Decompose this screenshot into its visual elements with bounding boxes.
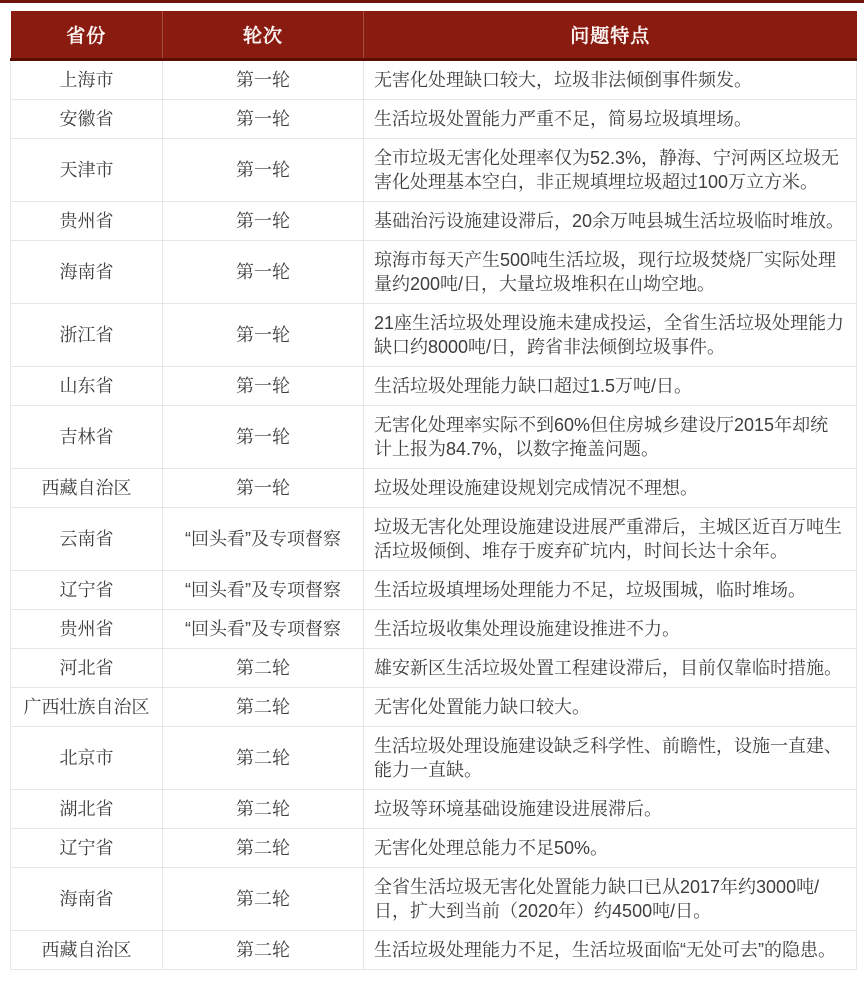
cell-province: 安徽省: [11, 100, 163, 139]
table-row: [11, 469, 857, 508]
cell-province: 广西壮族自治区: [11, 688, 163, 727]
cell-issue: 琼海市每天产生500吨生活垃圾，现行垃圾焚烧厂实际处理量约200吨/日，大量垃圾堆积在山坳空地。: [364, 241, 857, 304]
cell-round: 第一轮: [163, 367, 364, 406]
table-row: [11, 931, 857, 970]
cell-issue: 生活垃圾处置能力严重不足，简易垃圾填埋场。: [364, 100, 857, 139]
cell-issue: 21座生活垃圾处理设施未建成投运，全省生活垃圾处理能力缺口约8000吨/日，跨省非法倾倒垃圾事件。: [364, 304, 857, 367]
cell-round: 第一轮: [163, 241, 364, 304]
cell-province: 西藏自治区: [11, 469, 163, 508]
table-row: [11, 829, 857, 868]
cell-province: 海南省: [11, 868, 163, 931]
cell-issue: 基础治污设施建设滞后，20余万吨县城生活垃圾临时堆放。: [364, 202, 857, 241]
cell-round: 第二轮: [163, 727, 364, 790]
table-row: [11, 688, 857, 727]
table-row: [11, 304, 857, 367]
cell-round: “回头看”及专项督察: [163, 508, 364, 571]
cell-issue: 无害化处置能力缺口较大。: [364, 688, 857, 727]
top-accent-rule: [0, 0, 864, 3]
cell-issue: 无害化处理总能力不足50%。: [364, 829, 857, 868]
cell-province: 河北省: [11, 649, 163, 688]
cell-province: 贵州省: [11, 202, 163, 241]
cell-province: 山东省: [11, 367, 163, 406]
cell-round: 第二轮: [163, 931, 364, 970]
cell-province: 西藏自治区: [11, 931, 163, 970]
header-row: [11, 11, 857, 60]
cell-round: 第二轮: [163, 790, 364, 829]
cell-round: “回头看”及专项督察: [163, 610, 364, 649]
cell-round: 第一轮: [163, 202, 364, 241]
cell-issue: 垃圾处理设施建设规划完成情况不理想。: [364, 469, 857, 508]
table-row: [11, 406, 857, 469]
table-row: [11, 727, 857, 790]
cell-round: 第二轮: [163, 868, 364, 931]
cell-round: 第一轮: [163, 60, 364, 100]
table-row: [11, 790, 857, 829]
cell-issue: 生活垃圾处理能力不足，生活垃圾面临“无处可去”的隐患。: [364, 931, 857, 970]
table-body: [11, 60, 857, 970]
table-row: [11, 868, 857, 931]
inspection-issues-table: [10, 11, 857, 970]
cell-round: 第一轮: [163, 139, 364, 202]
table-row: [11, 571, 857, 610]
column-header-issue: 问题特点: [364, 11, 857, 60]
table-row: [11, 508, 857, 571]
cell-issue: 生活垃圾收集处理设施建设推进不力。: [364, 610, 857, 649]
cell-province: 辽宁省: [11, 571, 163, 610]
cell-round: “回头看”及专项督察: [163, 571, 364, 610]
cell-round: 第一轮: [163, 469, 364, 508]
cell-province: 上海市: [11, 60, 163, 100]
table-row: [11, 367, 857, 406]
cell-province: 天津市: [11, 139, 163, 202]
cell-province: 海南省: [11, 241, 163, 304]
cell-issue: 生活垃圾处理能力缺口超过1.5万吨/日。: [364, 367, 857, 406]
table-row: [11, 202, 857, 241]
cell-round: 第二轮: [163, 829, 364, 868]
cell-province: 贵州省: [11, 610, 163, 649]
cell-issue: 垃圾等环境基础设施建设进展滞后。: [364, 790, 857, 829]
cell-province: 北京市: [11, 727, 163, 790]
cell-issue: 雄安新区生活垃圾处置工程建设滞后，目前仅靠临时措施。: [364, 649, 857, 688]
cell-issue: 无害化处理率实际不到60%但住房城乡建设厅2015年却统计上报为84.7%，以数字掩盖问题。: [364, 406, 857, 469]
cell-issue: 生活垃圾处理设施建设缺乏科学性、前瞻性，设施一直建、能力一直缺。: [364, 727, 857, 790]
cell-province: 浙江省: [11, 304, 163, 367]
cell-round: 第二轮: [163, 649, 364, 688]
cell-round: 第一轮: [163, 100, 364, 139]
cell-issue: 全市垃圾无害化处理率仅为52.3%，静海、宁河两区垃圾无害化处理基本空白，非正规填埋垃圾超过100万立方米。: [364, 139, 857, 202]
cell-issue: 生活垃圾填埋场处理能力不足，垃圾围城，临时堆场。: [364, 571, 857, 610]
table-row: [11, 241, 857, 304]
cell-province: 吉林省: [11, 406, 163, 469]
cell-issue: 全省生活垃圾无害化处置能力缺口已从2017年约3000吨/日，扩大到当前（2020年）约4500吨/日。: [364, 868, 857, 931]
table-row: [11, 139, 857, 202]
cell-province: 辽宁省: [11, 829, 163, 868]
table-row: [11, 610, 857, 649]
cell-province: 云南省: [11, 508, 163, 571]
cell-issue: 垃圾无害化处理设施建设进展严重滞后，主城区近百万吨生活垃圾倾倒、堆存于废弃矿坑内，时间长达十余年。: [364, 508, 857, 571]
table-row: [11, 649, 857, 688]
cell-round: 第二轮: [163, 688, 364, 727]
cell-round: 第一轮: [163, 304, 364, 367]
cell-province: 湖北省: [11, 790, 163, 829]
column-header-round: 轮次: [163, 11, 364, 60]
table-row: [11, 100, 857, 139]
table-row: [11, 60, 857, 100]
cell-issue: 无害化处理缺口较大，垃圾非法倾倒事件频发。: [364, 60, 857, 100]
cell-round: 第一轮: [163, 406, 364, 469]
column-header-province: 省份: [11, 11, 163, 60]
